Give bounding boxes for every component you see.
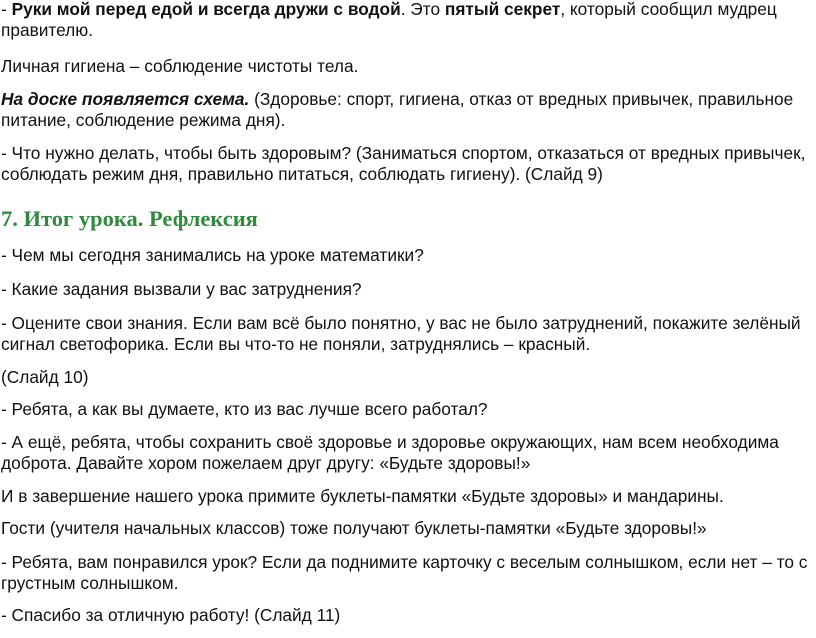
paragraph-secret <box>1 0 810 41</box>
paragraph-question-health: - Что нужно делать, чтобы быть здоровым? (Заниматься спортом, отказаться от вредных привычек, соблюдать режим дня, правильно питаться, соблюдать гигиену). (Слайд 9) <box>1 143 806 184</box>
paragraph-guests: Гости (учителя начальных классов) тоже получают буклеты-памятки «Будьте здоровы!» <box>1 518 707 538</box>
paragraph-slide-10: (Слайд 10) <box>1 367 89 387</box>
paragraph-evaluate-knowledge: - Оцените свои знания. Если вам всё было понятно, у вас не было затруднений, покажите зелёный сигнал светофорика. Если вы что-то не поняли, затруднялись – красный. <box>1 313 801 354</box>
paragraph-kindness: - А ещё, ребята, чтобы сохранить своё здоровье и здоровье окружающих, нам всем необходима доброта. Давайте хором пожелаем друг другу: «Будьте здоровы!» <box>1 432 779 473</box>
paragraph-liked-lesson: - Ребята, вам понравился урок? Если да поднимите карточку с веселым солнышком, если нет – то с грустным солнышком. <box>1 552 808 593</box>
paragraph-booklets: И в завершение нашего урока примите буклеты-памятки «Будьте здоровы» и мандарины. <box>1 486 724 506</box>
bold-phrase-wash-hands: Руки мой перед едой и всегда дружи с водой <box>11 0 401 19</box>
section-heading: 7. Итог урока. Рефлексия <box>1 206 258 231</box>
paragraph-who-worked-best: - Ребята, а как вы думаете, кто из вас лучше всего работал? <box>1 399 488 419</box>
paragraph-thanks: - Спасибо за отличную работу! (Слайд 11) <box>1 605 341 625</box>
scheme-description: (Здоровье: спорт, гигиена, отказ от вредных привычек, правильное питание, соблюдение режима дня). <box>1 89 794 130</box>
text-remainder: , который сообщил мудрец правителю. <box>1 0 777 40</box>
paragraph-question-today: - Чем мы сегодня занимались на уроке математики? <box>1 245 424 265</box>
paragraph-hygiene-definition: Личная гигиена – соблюдение чистоты тела. <box>1 56 359 76</box>
text-connector: . Это <box>400 0 445 19</box>
paragraph-scheme <box>1 89 810 131</box>
bold-italic-scheme-label: На доске появляется схема. <box>1 89 250 109</box>
bold-phrase-fifth-secret: пятый секрет <box>444 0 561 19</box>
paragraph-question-difficulties: - Какие задания вызвали у вас затруднения? <box>1 279 362 299</box>
dash-prefix: - <box>1 0 12 19</box>
